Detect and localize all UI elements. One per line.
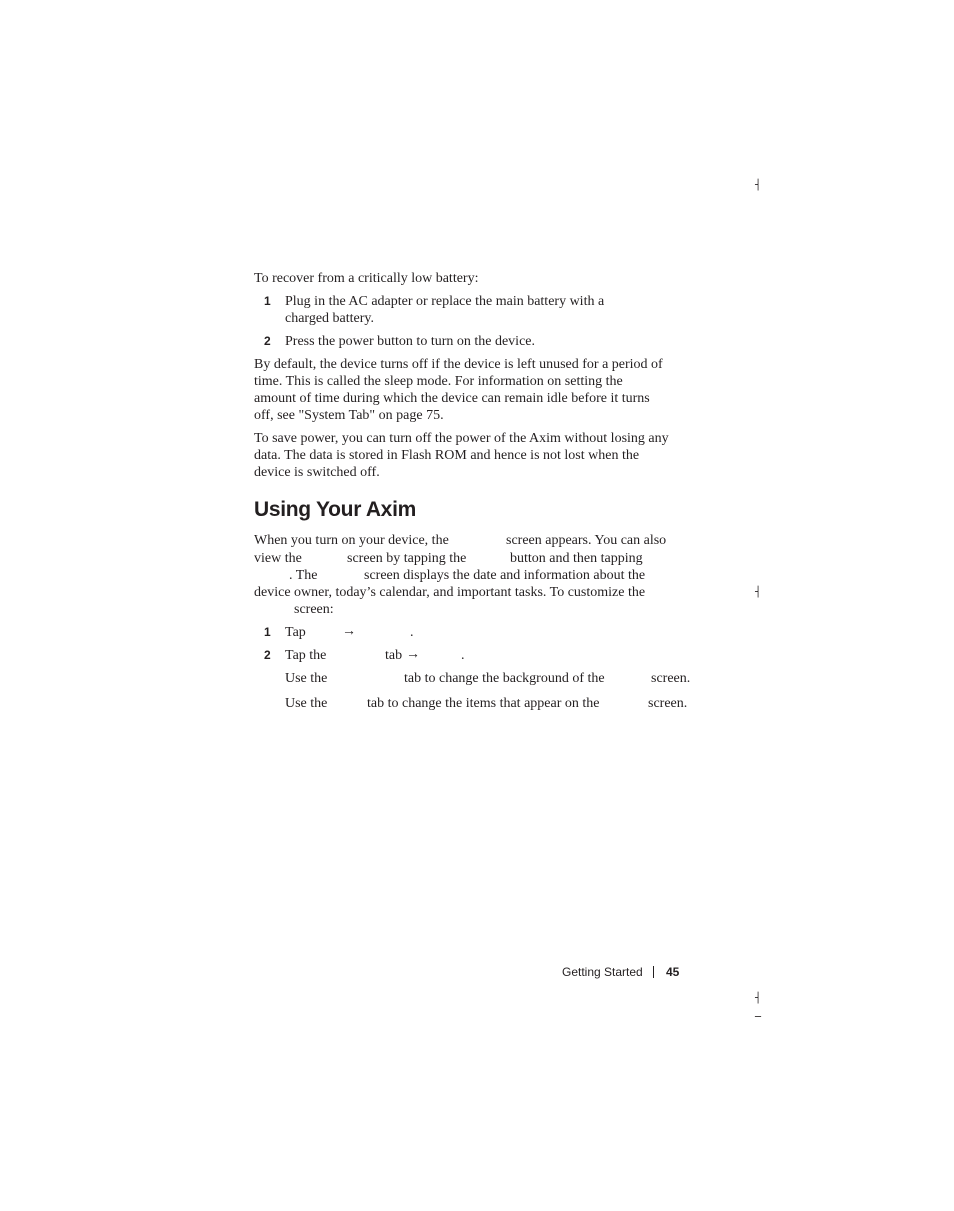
step-text: charged battery.	[285, 311, 375, 326]
step-text: .	[461, 648, 465, 663]
crop-mark: ┤	[755, 180, 762, 191]
paragraph-line: amount of time during which the device can remain idle before it turns	[254, 391, 650, 406]
note-text: Use the	[285, 671, 328, 686]
step-text: Press the power button to turn on the device.	[285, 334, 536, 349]
paragraph-line: By default, the device turns off if the device is left unused for a period of	[254, 357, 663, 372]
note-text: screen.	[651, 671, 691, 686]
step-text: Tap	[285, 625, 306, 640]
step-text: Tap the	[285, 648, 327, 663]
note-text: tab to change the background of the	[404, 671, 605, 686]
paragraph-line: screen displays the date and information about the	[364, 568, 646, 583]
paragraph-line: screen appears. You can also	[506, 533, 667, 548]
paragraph-line: button and then tapping	[510, 551, 643, 566]
footer-divider	[653, 966, 654, 978]
paragraph-line: device owner, today’s calendar, and important tasks. To customize the	[254, 585, 646, 600]
step-number: 2	[264, 648, 271, 662]
paragraph-line: data. The data is stored in Flash ROM and hence is not lost when the	[254, 448, 640, 463]
section-heading: Using Your Axim	[254, 498, 416, 521]
intro-text: To recover from a critically low battery:	[254, 271, 479, 286]
step-text: Plug in the AC adapter or replace the main battery with a	[285, 294, 605, 309]
crop-mark: ┤	[755, 993, 762, 1004]
paragraph-line: To save power, you can turn off the power of the Axim without losing any	[254, 431, 669, 446]
paragraph-line: . The	[289, 568, 318, 583]
paragraph-line: off, see "System Tab" on page 75.	[254, 408, 444, 423]
paragraph-line: time. This is called the sleep mode. For information on setting the	[254, 374, 623, 389]
note-text: Use the	[285, 696, 328, 711]
step-number: 1	[264, 625, 271, 639]
paragraph-line: device is switched off.	[254, 465, 380, 480]
arrow-icon: →	[342, 624, 356, 639]
crop-mark: ┤	[755, 587, 762, 598]
paragraph-line: screen:	[294, 602, 334, 617]
paragraph-line: When you turn on your device, the	[254, 533, 449, 548]
paragraph-line: screen by tapping the	[347, 551, 467, 566]
step-text: .	[410, 625, 414, 640]
paragraph-line: view the	[254, 551, 302, 566]
arrow-icon: →	[406, 647, 420, 662]
step-text: tab	[385, 648, 403, 663]
note-text: tab to change the items that appear on the	[367, 696, 600, 711]
step-number: 2	[264, 334, 271, 348]
footer-section: Getting Started	[562, 965, 643, 979]
note-text: screen.	[648, 696, 688, 711]
page-number: 45	[666, 965, 680, 979]
step-number: 1	[264, 294, 271, 308]
crop-mark: ─	[755, 1012, 762, 1023]
